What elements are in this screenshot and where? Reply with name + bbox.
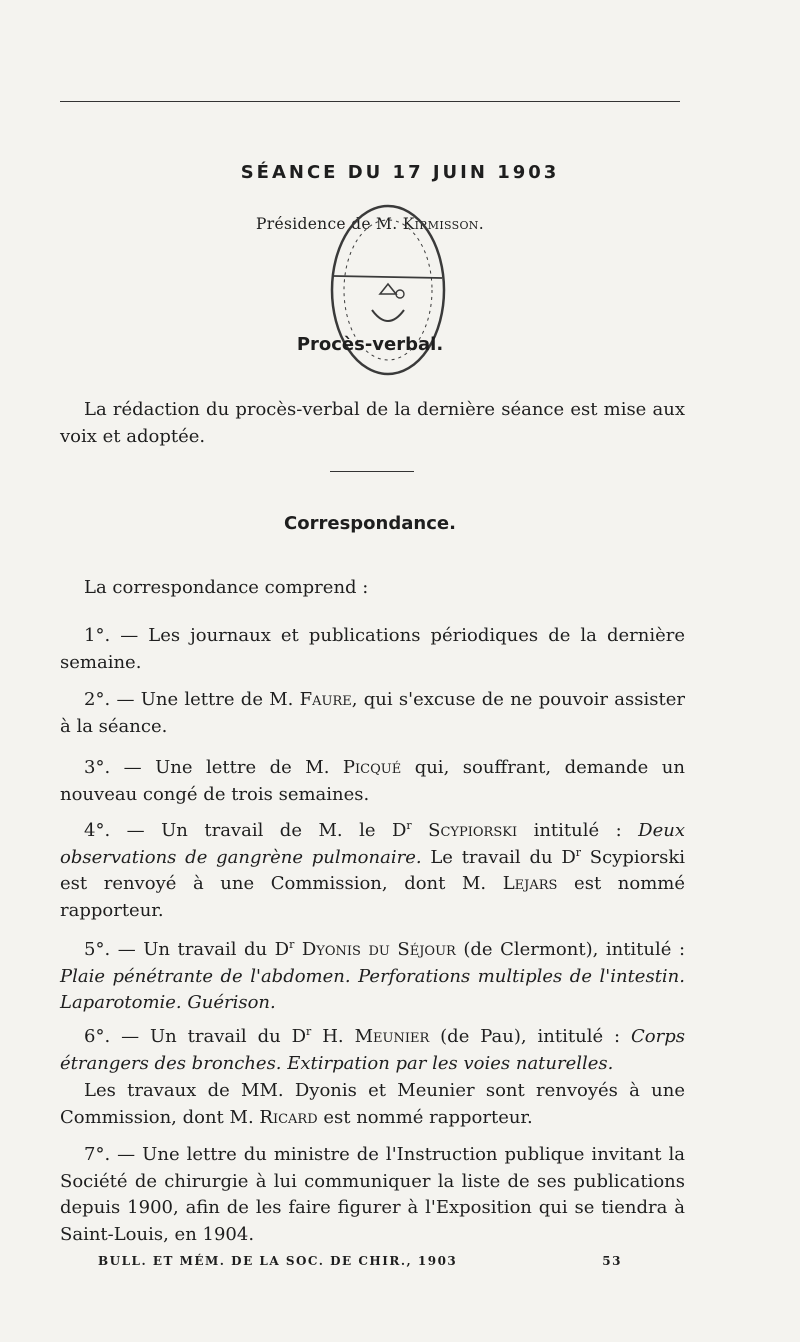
item-6-title: Corps étrangers des bronches. Extirpation par les voies naturelles. [60,1026,685,1074]
renvoi-name: Ricard [259,1106,318,1128]
item-5-text-b: (de Clermont), intitulé : [455,939,686,960]
proces-verbal-text: La rédaction du procès-verbal de la dernière séance est mise aux voix et adoptée. [60,399,685,447]
item-4-text-c: Le travail du D [421,846,576,868]
item-5-title: Plaie pénétrante de l'abdomen. Perforations multiples de l'intestin. Laparotomie. Guérison. [60,965,685,1013]
top-rule [60,101,680,102]
item-6-name: Meunier [354,1026,430,1047]
correspondance-heading: Correspondance. [284,513,456,534]
correspondance-item-4 [60,818,685,924]
proces-verbal-heading: Procès-verbal. [296,334,444,355]
item-5-sup: r [289,938,295,951]
correspondance-item-3 [60,755,685,808]
item-4-sup: r [406,819,412,832]
renvoi-text-b: est nommé rapporteur. [317,1106,533,1128]
correspondance-item-7: 7°. — Une lettre du ministre de l'Instruction publique invitant la Société de chirurgie à lui communiquer la liste de ses publications depuis 1900, afin de les faire figurer à l'Exposition qui se tiendra à Saint-Louis, en 1904. [60,1144,685,1245]
item-6-text-c: (de Pau), intitulé : [429,1026,632,1047]
item-4-name-2: Lejars [502,873,558,894]
correspondance-item-6 [60,1024,685,1077]
item-3-text-b: qui, souffrant, demande un nouveau congé de trois semaines. [60,757,685,805]
item-6-text-b: H. [311,1026,355,1047]
correspondance-item-1: 1°. — Les journaux et publications périodiques de la dernière semaine. [60,625,685,673]
presidence-prefix: Présidence de M. [256,215,403,233]
item-4-sup-2: r [575,845,582,859]
item-2-text-b: , qui s'excuse de ne pouvoir assister à la séance. [60,689,685,737]
item-5-text-a: 5°. — Un travail du D [84,939,290,960]
item-3-text-a: 3°. — Une lettre de M. [84,757,343,778]
item-6-text-a: 6°. — Un travail du D [84,1026,307,1047]
item-4-text-a: 4°. — Un travail de M. le D [84,820,407,841]
president-name: Kirmisson. [402,215,484,233]
item-4-name: Scypiorski [428,820,518,841]
item-3-name: Picqué [342,757,402,778]
renvoi-paragraph [60,1078,685,1131]
correspondance-intro: La correspondance comprend : [84,577,369,598]
correspondance-item-5 [60,937,685,1017]
renvoi-text-a: Les travaux de MM. Dyonis et Meunier sont renvoyés à une Commission, dont M. [60,1080,685,1128]
page-footer [98,1254,622,1268]
correspondance-item-2 [60,687,685,740]
footer-journal: BULL. ET MÉM. DE LA SOC. DE CHIR., 1903 [98,1254,458,1268]
session-title: SÉANCE DU 17 JUIN 1903 [240,162,560,183]
item-5-name: Dyonis du Séjour [301,939,456,960]
item-6-sup: r [306,1025,312,1038]
page-number: 53 [602,1254,622,1268]
library-stamp [322,198,457,388]
item-4-title: Deux observations de gangrène pulmonaire. [60,820,685,868]
item-2-name: Faure [299,689,352,710]
item-4-text-b: intitulé : [517,820,639,841]
section-divider [330,471,414,472]
item-4-text-e: est nommé rapporteur. [60,873,685,921]
item-2-text-a: 2°. — Une lettre de M. [84,689,300,710]
item-4-text-d: Scypiorski est renvoyé à une Commission, dont M. [60,846,685,894]
